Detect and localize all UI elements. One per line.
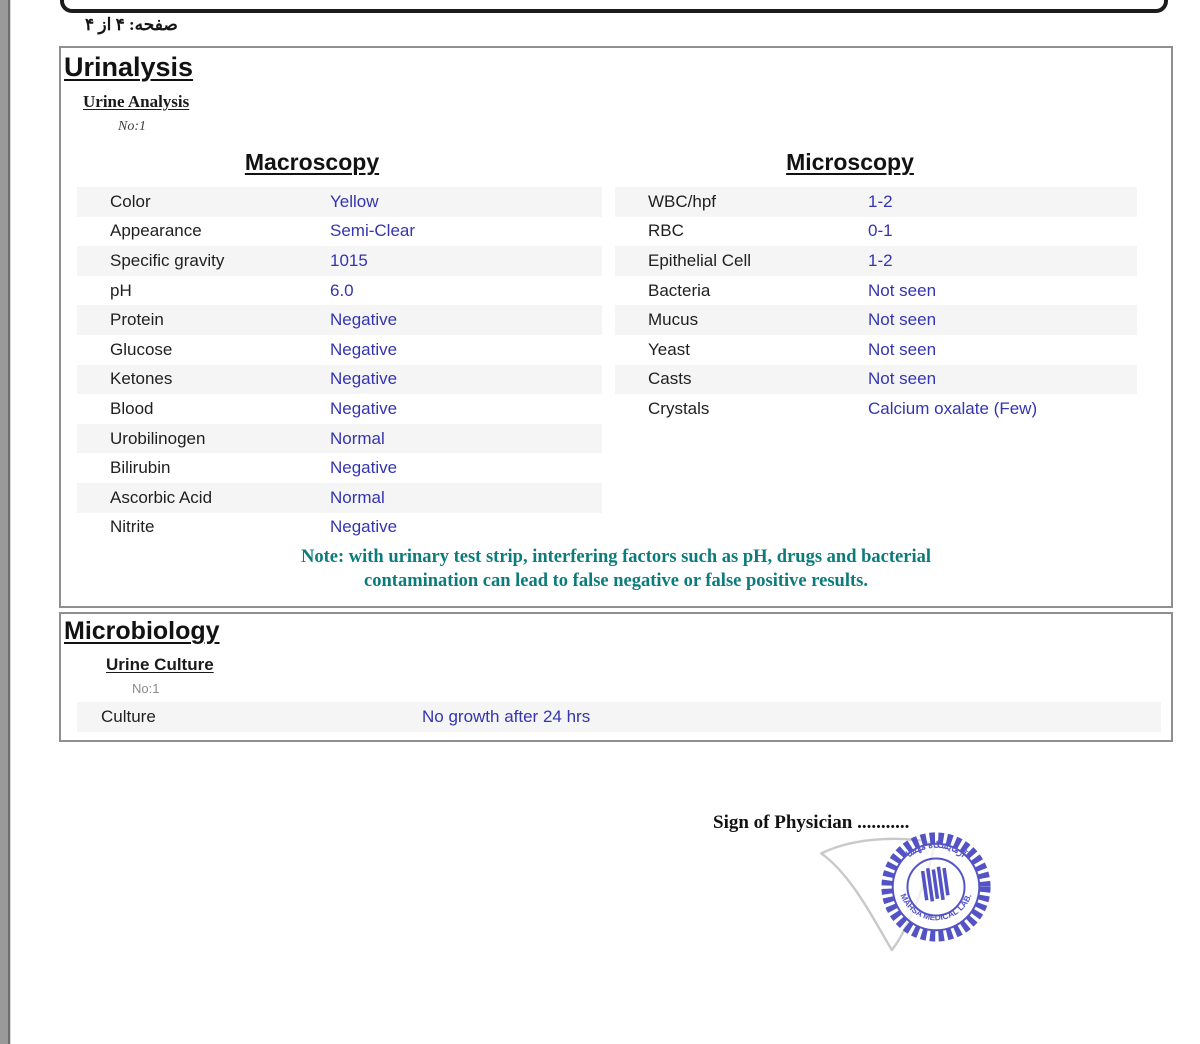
test-name: Urobilinogen bbox=[110, 428, 206, 448]
urinalysis-section bbox=[59, 46, 1173, 608]
test-name: Glucose bbox=[110, 339, 173, 359]
test-name: Color bbox=[110, 191, 151, 211]
macroscopy-table bbox=[77, 187, 602, 542]
table-row bbox=[615, 305, 1137, 335]
test-name: Ketones bbox=[110, 369, 173, 389]
note bbox=[61, 545, 1171, 593]
test-result: Negative bbox=[330, 310, 398, 330]
test-result: Negative bbox=[330, 369, 398, 389]
test-name: Bacteria bbox=[648, 280, 711, 300]
test-name: RBC bbox=[648, 221, 684, 241]
microbiology-section bbox=[59, 612, 1173, 742]
table-row bbox=[77, 276, 602, 306]
sample-number: No:1 bbox=[132, 681, 160, 696]
test-name: Bilirubin bbox=[110, 458, 171, 478]
test-result: No growth after 24 hrs bbox=[422, 707, 591, 726]
urinalysis-title: Urinalysis bbox=[64, 52, 194, 82]
test-result: Negative bbox=[330, 517, 398, 537]
table-row bbox=[615, 394, 1137, 424]
test-result: 0-1 bbox=[868, 221, 893, 241]
table-row bbox=[77, 513, 602, 543]
stamp-text-bottom: MAHSA MEDICAL LAB. bbox=[898, 891, 974, 923]
test-name: Casts bbox=[648, 369, 692, 389]
test-result: 6.0 bbox=[330, 280, 354, 300]
test-name: Epithelial Cell bbox=[648, 250, 751, 270]
test-name: pH bbox=[110, 280, 132, 300]
microscopy-header: Microscopy bbox=[786, 149, 914, 175]
note-line: Note: with urinary test strip, interfering factors such as pH, drugs and bacterial bbox=[301, 547, 931, 567]
table-row bbox=[615, 217, 1137, 247]
table-row bbox=[77, 305, 602, 335]
test-result: Yellow bbox=[330, 191, 379, 211]
scan-page-edge bbox=[0, 0, 11, 1044]
test-name: Specific gravity bbox=[110, 250, 225, 270]
table-row bbox=[77, 483, 602, 513]
test-result: 1-2 bbox=[868, 191, 893, 211]
stamp-text-top: آزمایشگاه مهسا bbox=[904, 839, 968, 860]
test-result: Not seen bbox=[868, 280, 937, 300]
test-result: Semi-Clear bbox=[330, 221, 416, 241]
table-row bbox=[77, 424, 602, 454]
sample-number: No:1 bbox=[118, 119, 146, 134]
test-result: Normal bbox=[330, 487, 385, 507]
test-name: Appearance bbox=[110, 221, 202, 241]
sign-of-physician-label: Sign of Physician ........... bbox=[713, 812, 910, 833]
macroscopy-header: Macroscopy bbox=[244, 149, 380, 175]
table-row bbox=[77, 246, 602, 276]
test-name: Blood bbox=[110, 398, 154, 418]
test-name: Culture bbox=[101, 707, 156, 726]
test-name: Ascorbic Acid bbox=[110, 487, 213, 507]
table-row bbox=[615, 276, 1137, 306]
table-row bbox=[77, 702, 1161, 732]
test-name: WBC/hpf bbox=[648, 191, 717, 211]
table-row bbox=[77, 217, 602, 247]
test-name: Yeast bbox=[648, 339, 690, 359]
test-result: Negative bbox=[330, 398, 398, 418]
microbiology-title: Microbiology bbox=[64, 617, 220, 645]
lab-stamp-seal bbox=[877, 827, 995, 947]
test-result: 1015 bbox=[330, 250, 368, 270]
test-name: Protein bbox=[110, 310, 164, 330]
test-result: Normal bbox=[330, 428, 385, 448]
table-row bbox=[615, 246, 1137, 276]
test-result: Not seen bbox=[868, 310, 937, 330]
test-name: Nitrite bbox=[110, 517, 155, 537]
table-row bbox=[77, 453, 602, 483]
test-result: Calcium oxalate (Few) bbox=[868, 398, 1038, 418]
table-row bbox=[77, 187, 602, 217]
microscopy-table bbox=[615, 187, 1137, 424]
test-name: Crystals bbox=[648, 398, 710, 418]
note-line: contamination can lead to false negative or false positive results. bbox=[364, 571, 868, 591]
test-result: Negative bbox=[330, 458, 398, 478]
test-result: Not seen bbox=[868, 369, 937, 389]
page-number-label: صفحه: ۴ از ۴ bbox=[85, 15, 178, 34]
test-result: Negative bbox=[330, 339, 398, 359]
test-result: 1-2 bbox=[868, 250, 893, 270]
table-row bbox=[77, 394, 602, 424]
table-row bbox=[615, 187, 1137, 217]
previous-section-box-bottom bbox=[60, 0, 1168, 13]
table-row bbox=[77, 335, 602, 365]
table-row bbox=[77, 365, 602, 395]
test-result: Not seen bbox=[868, 339, 937, 359]
test-name: Mucus bbox=[648, 310, 699, 330]
table-row bbox=[615, 365, 1137, 395]
urine-analysis-subtitle: Urine Analysis bbox=[83, 92, 190, 111]
urine-culture-subtitle: Urine Culture bbox=[106, 655, 214, 674]
table-row bbox=[615, 335, 1137, 365]
